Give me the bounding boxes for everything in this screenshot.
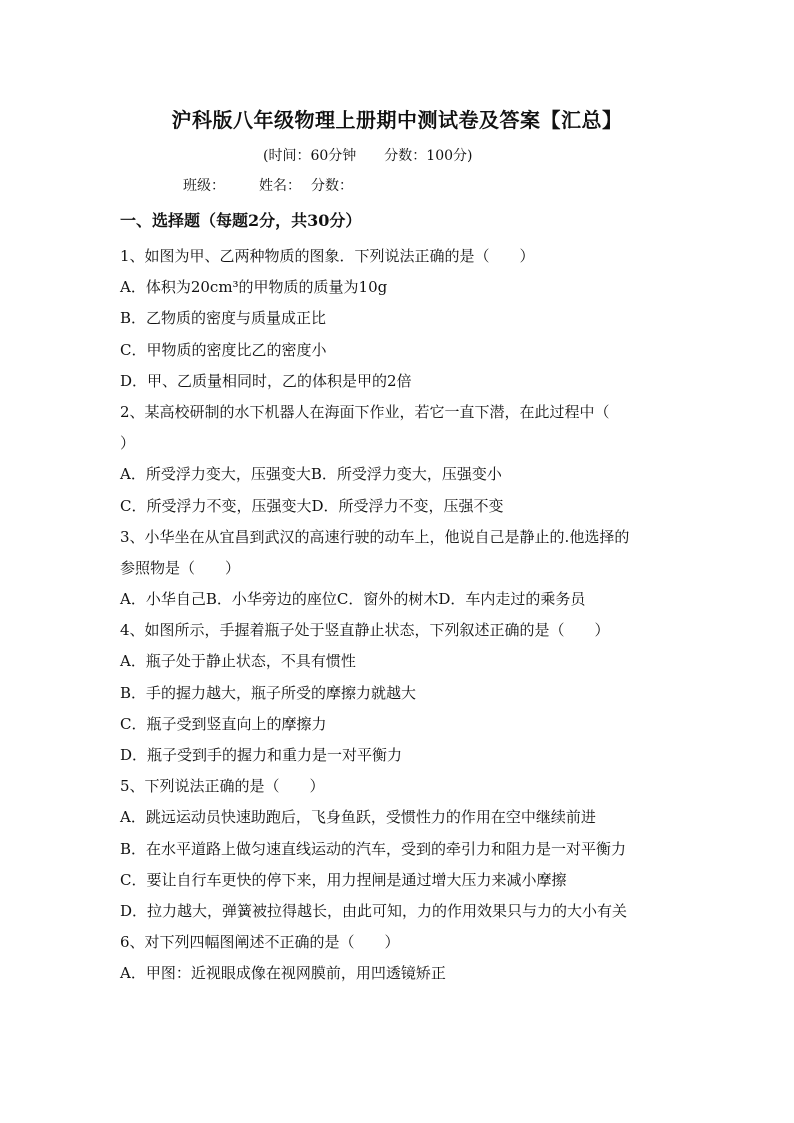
text-line: D．拉力越大，弹簧被拉得越长，由此可知，力的作用效果只与力的大小有关: [120, 901, 628, 920]
text-line: C．要让自行车更快的停下来，用力捏闸是通过增大压力来减小摩擦: [120, 870, 567, 889]
student-info: [183, 175, 353, 195]
text-line: 4、如图所示，手握着瓶子处于竖直静止状态，下列叙述正确的是（ ）: [120, 621, 610, 640]
text-line: A．跳远运动员快速助跑后，飞身鱼跃，受惯性力的作用在空中继续前进: [120, 808, 596, 827]
class-label: 班级：: [183, 178, 225, 194]
name-label: 姓名：: [259, 178, 301, 194]
text-line: A．所受浮力变大，压强变大B．所受浮力变大，压强变小: [120, 465, 502, 484]
text-line: B．手的握力越大，瓶子所受的摩擦力就越大: [120, 683, 417, 702]
exam-time: (时间：60分钟: [263, 148, 357, 164]
section-heading: 一、选择题（每题2分，共30分）: [120, 211, 362, 230]
text-line: A．甲图：近视眼成像在视网膜前，用凹透镜矫正: [120, 964, 446, 983]
text-line: C．瓶子受到竖直向上的摩擦力: [120, 714, 327, 733]
text-line: C．甲物质的密度比乙的密度小: [120, 340, 327, 359]
question-list: [120, 244, 680, 993]
text-line: A．小华自己B．小华旁边的座位C．窗外的树木D．车内走过的乘务员: [120, 590, 586, 609]
text-line: A．瓶子处于静止状态，不具有惯性: [120, 652, 356, 671]
text-line: 6、对下列四幅图阐述不正确的是（ ）: [120, 933, 400, 952]
text-line: B．在水平道路上做匀速直线运动的汽车，受到的牵引力和阻力是一对平衡力: [120, 839, 627, 858]
text-line: 3、小华坐在从宜昌到武汉的高速行驶的动车上，他说自己是静止的.他选择的: [120, 527, 630, 546]
text-line: A．体积为20cm³的甲物质的质量为10g: [120, 278, 388, 297]
text-line: 1、如图为甲、乙两种物质的图象．下列说法正确的是（ ）: [120, 247, 535, 265]
text-line: 5、下列说法正确的是（ ）: [120, 777, 325, 796]
text-line: 参照物是（ ）: [120, 558, 241, 577]
text-line: ）: [120, 434, 136, 453]
text-line: C．所受浮力不变，压强变大D．所受浮力不变，压强不变: [120, 496, 504, 515]
text-line: D．瓶子受到手的握力和重力是一对平衡力: [120, 746, 403, 764]
exam-score: 分数：100分): [384, 148, 473, 164]
score-label: 分数：: [311, 178, 353, 194]
text-line: 2、某高校研制的水下机器人在海面下作业，若它一直下潜，在此过程中（: [120, 402, 610, 421]
page-title: 沪科版八年级物理上册期中测试卷及答案【汇总】: [171, 108, 623, 132]
text-line: B．乙物质的密度与质量成正比: [120, 309, 327, 328]
text-line: D．甲、乙质量相同时，乙的体积是甲的2倍: [120, 371, 412, 390]
exam-info: [263, 145, 500, 165]
